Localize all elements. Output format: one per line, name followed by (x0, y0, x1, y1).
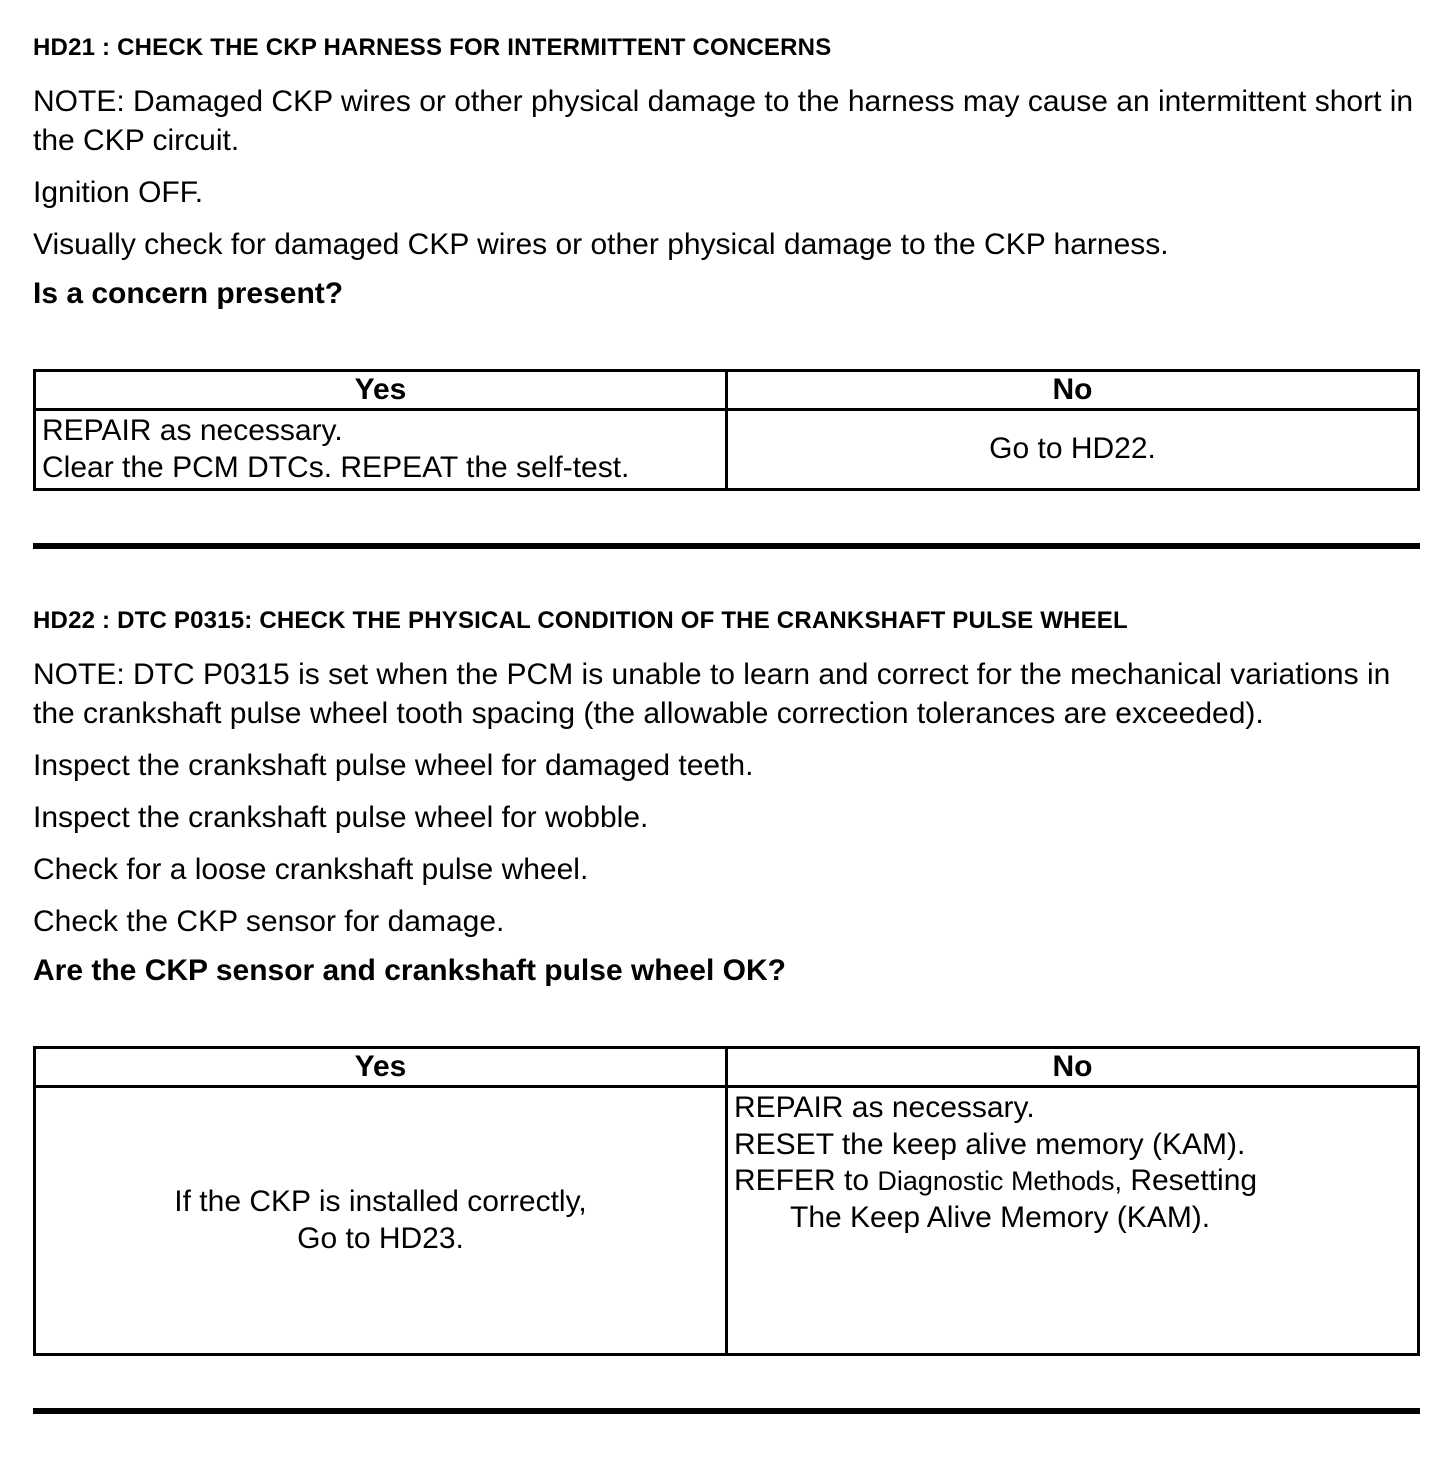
refer-continuation: The Keep Alive Memory (KAM). (790, 1200, 1211, 1234)
refer-link-text: Diagnostic Methods, (877, 1166, 1122, 1197)
table-header-row (35, 1048, 1419, 1087)
no-header: No (727, 1048, 1419, 1087)
table-header-row (35, 371, 1419, 410)
yes-header: Yes (35, 1048, 727, 1087)
decision-table-hd21 (33, 369, 1420, 491)
step-text: Inspect the crankshaft pulse wheel for damaged teeth. (33, 749, 754, 783)
refer-suffix: Resetting (1122, 1164, 1258, 1198)
table-body-row (35, 410, 1419, 490)
yes-cell (35, 1087, 727, 1355)
decision-question: Is a concern present? (33, 277, 344, 310)
table-body-row (35, 1087, 1419, 1355)
decision-table-hd22 (33, 1046, 1420, 1356)
note-paragraph: NOTE: DTC P0315 is set when the PCM is unable to learn and correct for the mechanical variations in the crankshaft pulse wheel tooth spacing (the allowable correction tolerances are exceeded). (33, 658, 1391, 731)
no-cell-refer-line (734, 1163, 1411, 1200)
section-divider (33, 543, 1420, 549)
section-hd22 (33, 607, 1420, 1414)
no-cell-line: REPAIR as necessary. (734, 1091, 1035, 1125)
step-text: Check for a loose crankshaft pulse wheel. (33, 853, 589, 887)
step-text: Inspect the crankshaft pulse wheel for wobble. (33, 801, 649, 835)
section-hd21 (33, 34, 1420, 549)
yes-cell-line: If the CKP is installed correctly, (174, 1185, 587, 1219)
step-text: Ignition OFF. (33, 176, 204, 209)
section-heading-hd22: HD22 : DTC P0315: CHECK THE PHYSICAL CONDITION OF THE CRANKSHAFT PULSE WHEEL (33, 607, 1128, 635)
no-cell (727, 410, 1419, 490)
refer-prefix: REFER to (734, 1164, 878, 1198)
note-paragraph: NOTE: Damaged CKP wires or other physical damage to the harness may cause an intermittent short in the CKP circuit. (33, 85, 1414, 157)
yes-cell (35, 410, 727, 490)
no-cell-line: Go to HD22. (989, 432, 1156, 466)
decision-question: Are the CKP sensor and crankshaft pulse wheel OK? (33, 954, 786, 988)
section-divider (33, 1408, 1420, 1414)
yes-cell-line: REPAIR as necessary. (42, 414, 343, 447)
yes-cell-line: Clear the PCM DTCs. REPEAT the self-test. (42, 450, 630, 484)
yes-header: Yes (35, 371, 727, 410)
step-text: Visually check for damaged CKP wires or other physical damage to the CKP harness. (33, 228, 1169, 261)
no-header: No (727, 371, 1419, 410)
step-text: Check the CKP sensor for damage. (33, 905, 505, 939)
no-cell-line: RESET the keep alive memory (KAM). (734, 1127, 1246, 1161)
section-heading-hd21: HD21 : CHECK THE CKP HARNESS FOR INTERMITTENT CONCERNS (33, 34, 832, 61)
no-cell (727, 1087, 1419, 1355)
yes-cell-line: Go to HD23. (297, 1221, 464, 1255)
